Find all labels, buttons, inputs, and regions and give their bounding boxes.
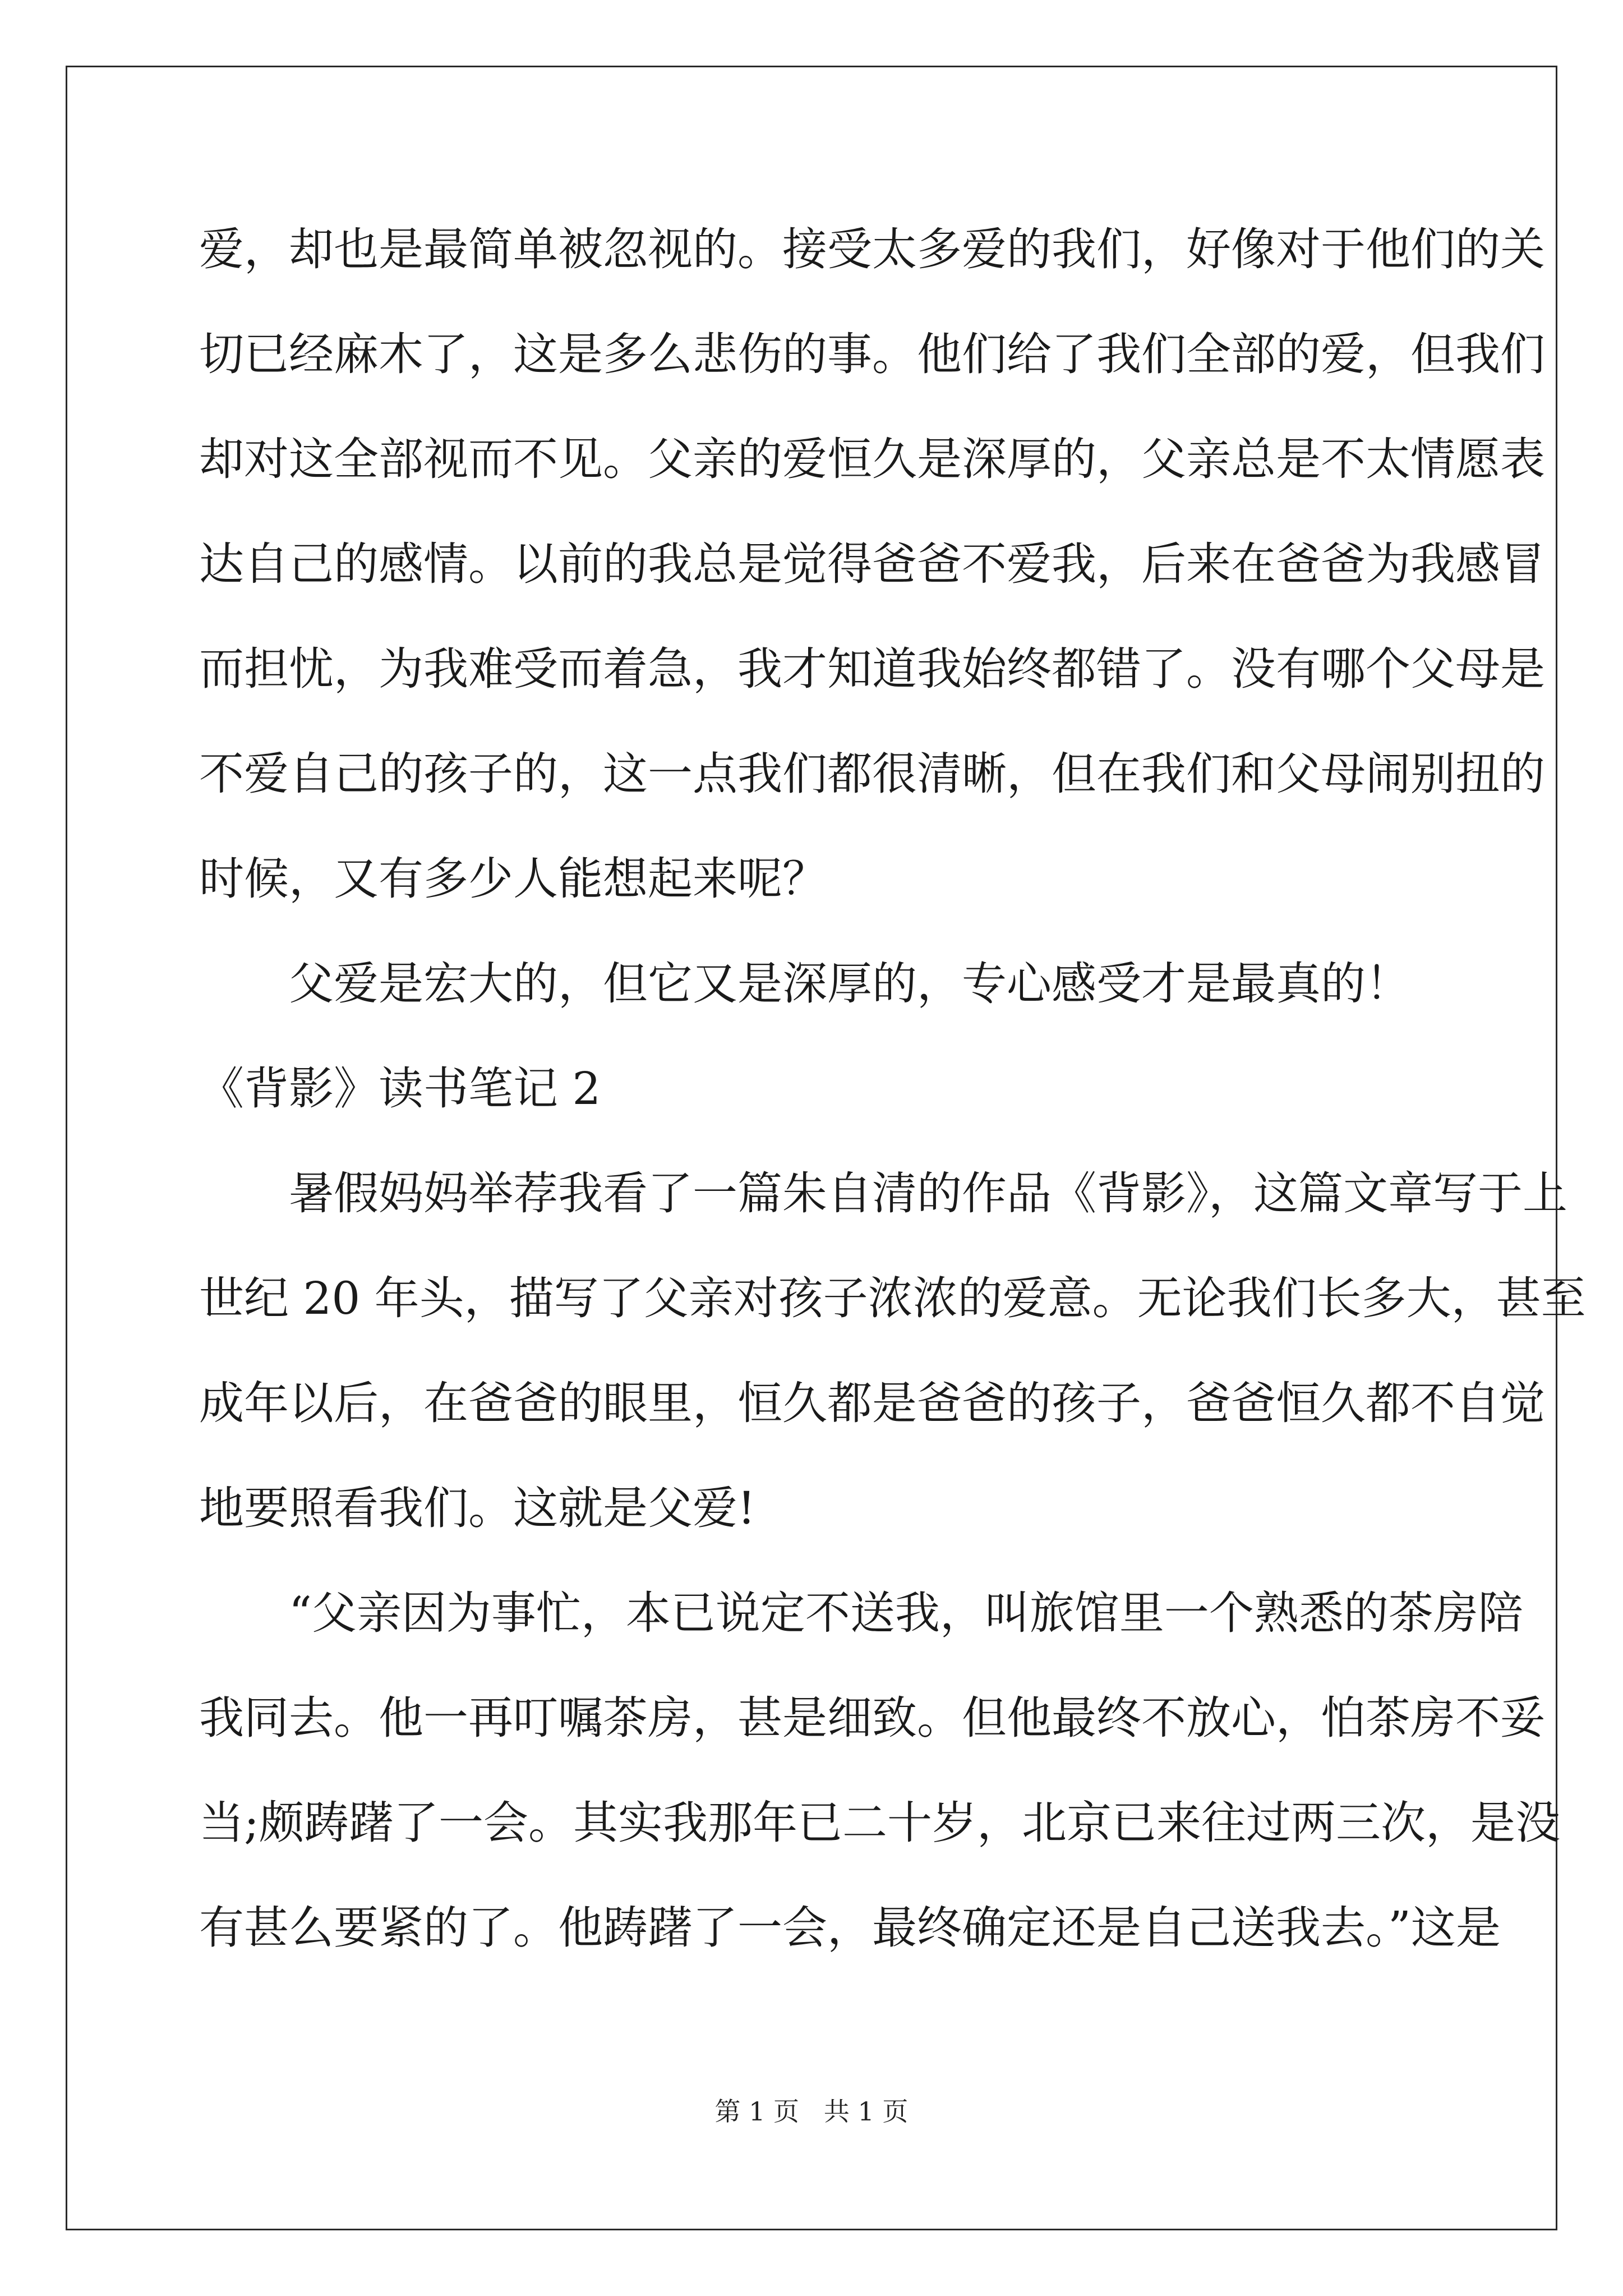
text-line-5: 而担忧，为我难受而着急，我才知道我始终都错了。没有哪个父母是 <box>199 643 1545 695</box>
text-line-1: 爱，却也是最简单被忽视的。接受太多爱的我们，好像对于他们的关 <box>199 223 1545 275</box>
text-line-13: 地要照看我们。这就是父爱! <box>199 1482 756 1534</box>
text-line-3: 却对这全部视而不见。父亲的爱恒久是深厚的，父亲总是不太情愿表 <box>199 433 1545 485</box>
text-line-17: 有甚么要紧的了。他踌躇了一会，最终确定还是自己送我去。”这是 <box>199 1902 1501 1954</box>
text-line-7: 时候，又有多少人能想起来呢？ <box>199 853 827 905</box>
section-heading: 《背影》读书笔记 2 <box>199 1062 601 1115</box>
text-line-6: 不爱自己的孩子的，这一点我们都很清晰，但在我们和父母闹别扭的 <box>199 748 1545 800</box>
page-number-label: 第 1 页 共 1 页 <box>714 2096 909 2127</box>
text-line-15: 我同去。他一再叮嘱茶房，甚是细致。但他最终不放心，怕茶房不妥 <box>199 1692 1545 1744</box>
text-line-4: 达自己的感情。以前的我总是觉得爸爸不爱我，后来在爸爸为我感冒 <box>199 538 1545 590</box>
text-line-10: 暑假妈妈举荐我看了一篇朱自清的作品《背影》，这篇文章写于上 <box>289 1167 1567 1220</box>
text-line-2: 切已经麻木了，这是多么悲伤的事。他们给了我们全部的爱，但我们 <box>199 328 1545 380</box>
text-line-8: 父爱是宏大的，但它又是深厚的，专心感受才是最真的！ <box>289 958 1410 1010</box>
text-line-11: 世纪 20 年头，描写了父亲对孩子浓浓的爱意。无论我们长多大，甚至 <box>199 1272 1586 1324</box>
document-body <box>199 213 1586 1996</box>
text-line-14: “父亲因为事忙，本已说定不送我，叫旅馆里一个熟悉的茶房陪 <box>289 1587 1523 1639</box>
text-line-12: 成年以后，在爸爸的眼里，恒久都是爸爸的孩子，爸爸恒久都不自觉 <box>199 1377 1545 1429</box>
text-line-16: 当;颇踌躇了一会。其实我那年已二十岁，北京已来往过两三次，是没 <box>199 1797 1560 1849</box>
page-footer <box>0 2091 1623 2128</box>
